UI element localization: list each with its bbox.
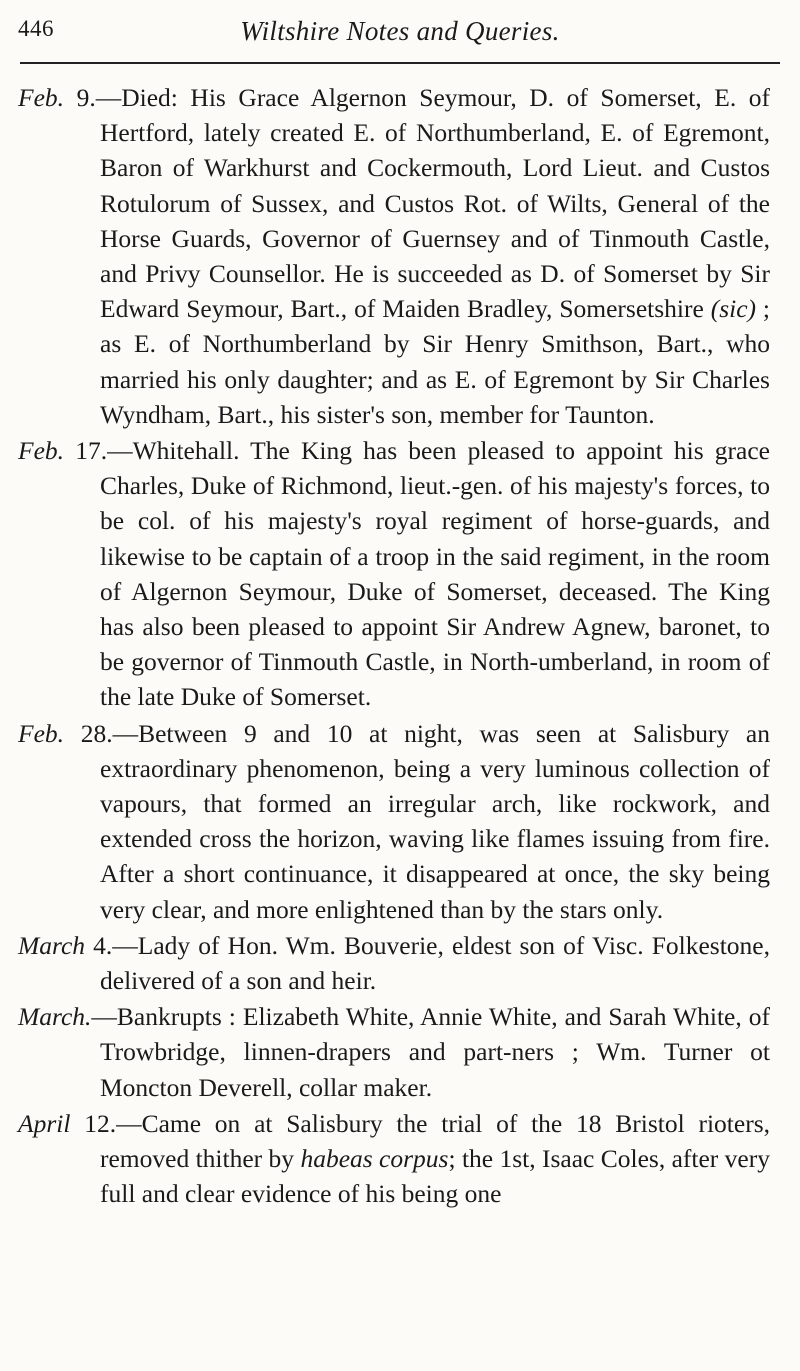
entry-italic: (sic) [710, 294, 757, 324]
entry-feb-28 [18, 716, 770, 927]
running-title: Wiltshire Notes and Queries. [240, 16, 560, 46]
entry-april-12 [18, 1106, 770, 1212]
entry-text: 4.—Lady of Hon. Wm. Bouverie, eldest son of Visc. Folkestone, delivered of a son and heir. [85, 930, 770, 996]
page-header [18, 16, 782, 50]
entry-march-4 [18, 928, 770, 998]
entry-date: March. [18, 1002, 92, 1032]
entry-date: April [18, 1108, 71, 1138]
entry-date: Feb. [18, 718, 65, 748]
entry-text: —Bankrupts : Elizabeth White, Annie White, and Sarah White, of Trowbridge, linnen-drapers and part-ners ; Wm. Turner ot Moncton Deverell, collar maker. [91, 1002, 770, 1102]
page-number: 446 [18, 16, 54, 41]
entry-date: March [18, 930, 86, 960]
entry-date: Feb. [18, 436, 65, 466]
entry-feb-17 [18, 433, 770, 715]
header-rule [20, 62, 780, 64]
entry-text: 28.—Between 9 and 10 at night, was seen at Salisbury an extraordinary phenomenon, being a very luminous collection of vapours, that formed an irregular arch, like rockwork, and extended cross the horizon, waving like flames issuing from fire. After a short continuance, it disappeared at once, the sky being very clear, and more enlightened than by the stars only. [64, 718, 770, 924]
entry-date: Feb. [18, 83, 65, 112]
entry-text: 12.—Came on at Salisbury the trial of the 18 Bristol rioters, removed thither by [70, 1108, 770, 1174]
entry-text-after: ; as E. of Northumberland by Sir Henry Smithson, Bart., who married his only daughter; and as E. of Egremont by Sir Charles Wyndham, Bart., his sister's son, member for Taunton. [100, 294, 770, 429]
entry-italic: habeas corpus [300, 1144, 449, 1174]
entry-text-after: ; the 1st, Isaac Coles, after very full and clear evidence of his being one [100, 1144, 770, 1209]
entry-march-bankrupts [18, 999, 770, 1105]
entry-text: 17.—Whitehall. The King has been pleased to appoint his grace Charles, Duke of Richmond, lieut.-gen. of his majesty's forces, to be col. of his majesty's royal regiment of horse-guards, and likewise to be captain of a troop in the said regiment, in the room of Algernon Seymour, Duke of Somerset, deceased. The King has also been pleased to appoint Sir Andrew Agnew, baronet, to be governor of Tinmouth Castle, in North-umberland, in room of the late Duke of Somerset. [64, 436, 770, 712]
page-body [18, 80, 770, 1212]
entry-feb-9 [18, 80, 770, 432]
entry-text: 9.—Died: His Grace Algernon Seymour, D. of Somerset, E. of Hertford, lately created E. of Northumberland, E. of Egremont, Baron of Warkhurst and Cockermouth, Lord Lieut. and Custos Rotulorum of Sussex, and Custos Rot. of Wilts, General of the Horse Guards, Governor of Guernsey and of Tinmouth Castle, and Privy Counsellor. He is succeeded as D. of Somerset by Sir Edward Seymour, Bart., of Maiden Bradley, Somersetshire [64, 83, 770, 324]
